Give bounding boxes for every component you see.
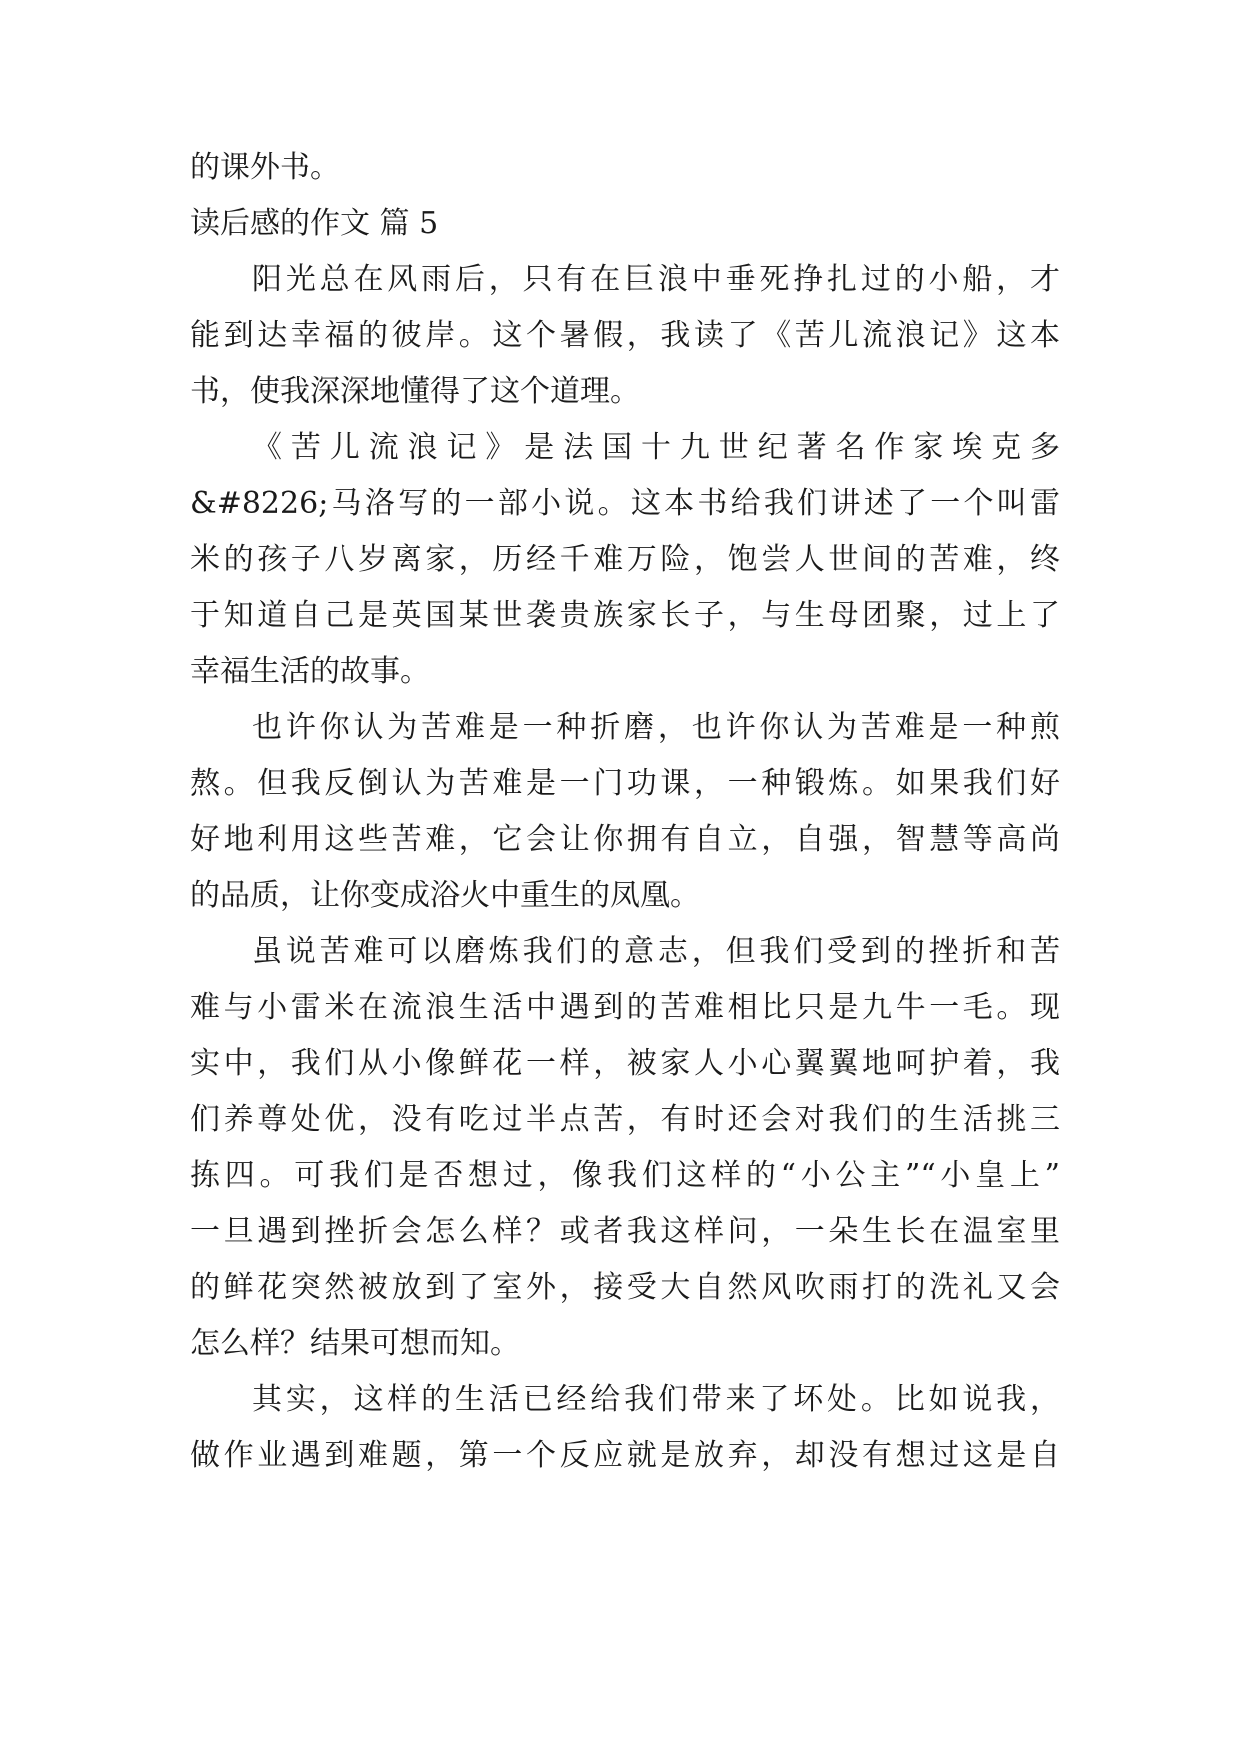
- paragraph-line: 做作业遇到难题，第一个反应就是放弃，却没有想过这是自: [190, 1438, 1060, 1473]
- paragraph-line: 熬。但我反倒认为苦难是一门功课，一种锻炼。如果我们好: [190, 766, 1060, 801]
- paragraph-line: 米的孩子八岁离家，历经千难万险，饱尝人世间的苦难，终: [190, 542, 1060, 577]
- paragraph-line: 难与小雷米在流浪生活中遇到的苦难相比只是九牛一毛。现: [190, 990, 1060, 1025]
- paragraph-line: 好地利用这些苦难，它会让你拥有自立，自强，智慧等高尚: [190, 822, 1060, 857]
- paragraph-line: 一旦遇到挫折会怎么样？或者我这样问，一朵生长在温室里: [190, 1214, 1060, 1249]
- paragraph-line: 也许你认为苦难是一种折磨，也许你认为苦难是一种煎: [252, 710, 1060, 745]
- paragraph-line: 其实，这样的生活已经给我们带来了坏处。比如说我，: [252, 1382, 1060, 1417]
- paragraph-line: 拣四。可我们是否想过，像我们这样的“小公主”“小皇上”: [190, 1158, 1060, 1193]
- paragraph-line: 的品质，让你变成浴火中重生的凤凰。: [190, 878, 700, 913]
- paragraph-line: 实中，我们从小像鲜花一样，被家人小心翼翼地呵护着，我: [190, 1046, 1060, 1081]
- paragraph-line: 书，使我深深地懂得了这个道理。: [190, 374, 640, 409]
- paragraph-line: 于知道自己是英国某世袭贵族家长子，与生母团聚，过上了: [190, 598, 1060, 633]
- paragraph-line: 《苦儿流浪记》是法国十九世纪著名作家埃克多: [252, 430, 1060, 465]
- paragraph-line: 幸福生活的故事。: [190, 654, 430, 689]
- paragraph-line: 的鲜花突然被放到了室外，接受大自然风吹雨打的洗礼又会: [190, 1270, 1060, 1305]
- paragraph-line: 能到达幸福的彼岸。这个暑假，我读了《苦儿流浪记》这本: [190, 318, 1060, 353]
- paragraph-line: 怎么样？结果可想而知。: [190, 1326, 520, 1361]
- text-line: 的课外书。: [190, 150, 340, 185]
- paragraph-line: &#8226;马洛写的一部小说。这本书给我们讲述了一个叫雷: [190, 486, 1060, 521]
- paragraph-line: 们养尊处优，没有吃过半点苦，有时还会对我们的生活挑三: [190, 1102, 1060, 1137]
- section-heading: 读后感的作文 篇 5: [190, 206, 439, 241]
- paragraph-line: 虽说苦难可以磨炼我们的意志，但我们受到的挫折和苦: [252, 934, 1060, 969]
- paragraph-line: 阳光总在风雨后，只有在巨浪中垂死挣扎过的小船，才: [252, 262, 1060, 297]
